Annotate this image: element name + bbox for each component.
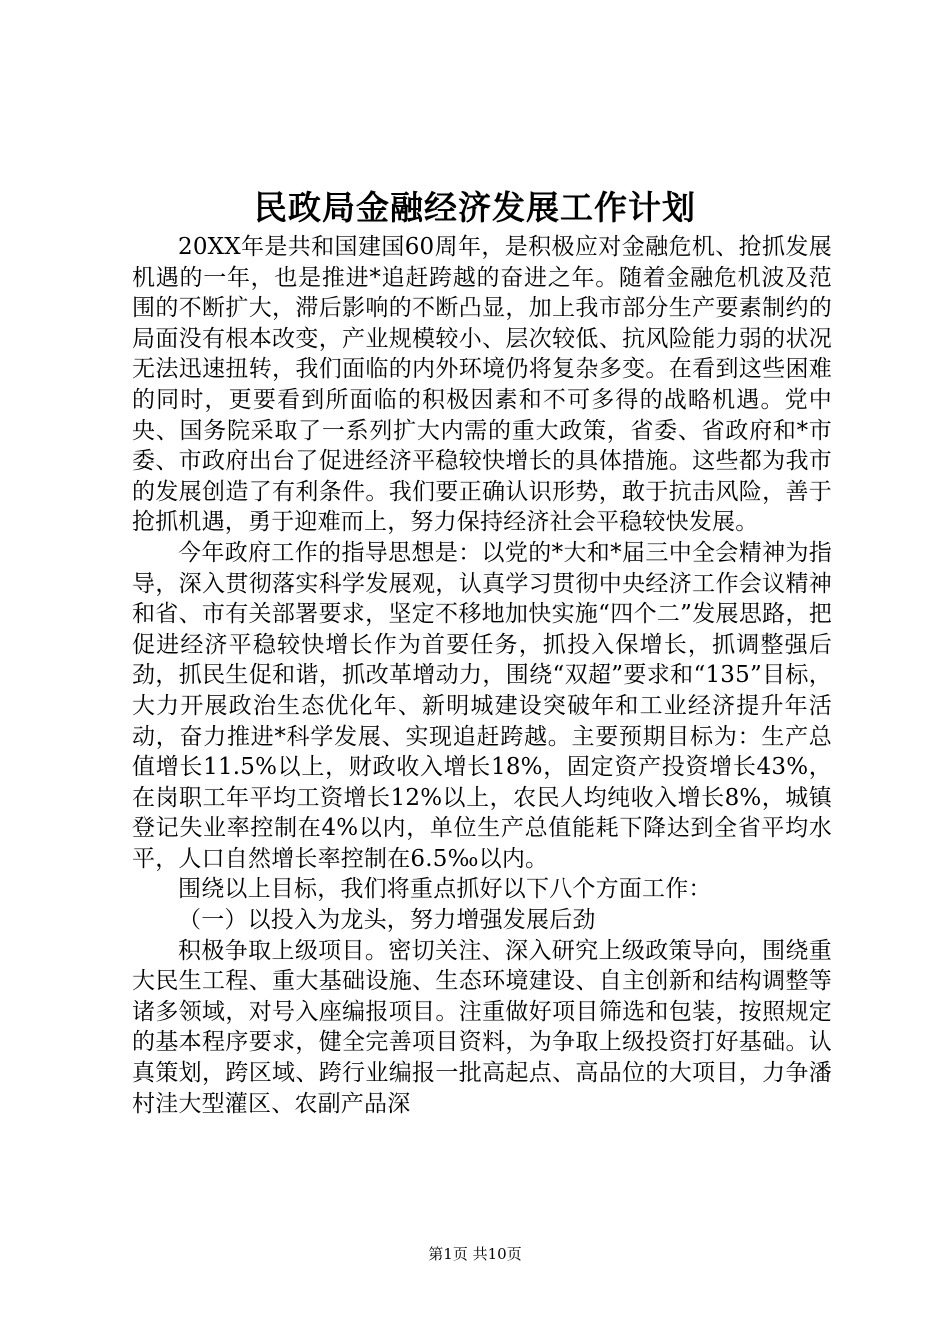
paragraph-guiding-ideology: 今年政府工作的指导思想是：以党的*大和*届三中全会精神为指导，深入贯彻落实科学发展观，认真学习贯彻中央经济工作会议精神和省、市有关部署要求，坚定不移地加快实施“四个二”发展思路，把促进经济平稳较快增长作为首要任务，抓投入保增长，抓调整强后劲，抓民生促和谐，抓改革增动力，围绕“双超”要求和“135”目标，大力开展政治生态优化年、新明城建设突破年和工业经济提升年活动，奋力推进*科学发展、实现追赶跨越。主要预期目标为：生产总值增长11.5%以上，财政收入增长18%，固定资产投资增长43%，在岗职工年平均工资增长12%以上，农民人均纯收入增长8%，城镇登记失业率控制在4%以内，单位生产总值能耗下降达到全省平均水平，人口自然增长率控制在6.5‰以内。	[132, 539, 832, 872]
page-number-footer: 第1页 共10页	[428, 1245, 522, 1263]
document-body	[132, 232, 832, 1119]
paragraph-intro: 20XX年是共和国建国60周年，是积极应对金融危机、抢抓发展机遇的一年，也是推进*追赶跨越的奋进之年。随着金融危机波及范围的不断扩大，滞后影响的不断凸显，加上我市部分生产要素制约的局面没有根本改变，产业规模较小、层次较低、抗风险能力弱的状况无法迅速扭转，我们面临的内外环境仍将复杂多变。在看到这些困难的同时，更要看到所面临的积极因素和不可多得的战略机遇。党中央、国务院采取了一系列扩大内需的重大政策，省委、省政府和*市委、市政府出台了促进经济平稳较快增长的具体措施。这些都为我市的发展创造了有利条件。我们要正确认识形势，敢于抗击风险，善于抢抓机遇，勇于迎难而上，努力保持经济社会平稳较快发展。	[132, 234, 832, 536]
section-heading-1: （一）以投入为龙头，努力增强发展后劲	[178, 907, 596, 934]
document-title: 民政局金融经济发展工作计划	[254, 188, 696, 227]
paragraph-key-tasks-intro: 围绕以上目标，我们将重点抓好以下八个方面工作：	[178, 876, 712, 903]
paragraph-superior-projects: 积极争取上级项目。密切关注、深入研究上级政策导向，围绕重大民生工程、重大基础设施、生态环境建设、自主创新和结构调整等诸多领域，对号入座编报项目。注重做好项目筛选和包装，按照规定的基本程序要求，健全完善项目资料，为争取上级投资打好基础。认真策划，跨区域、跨行业编报一批高起点、高品位的大项目，力争潘村洼大型灌区、农副产品深	[132, 937, 832, 1117]
